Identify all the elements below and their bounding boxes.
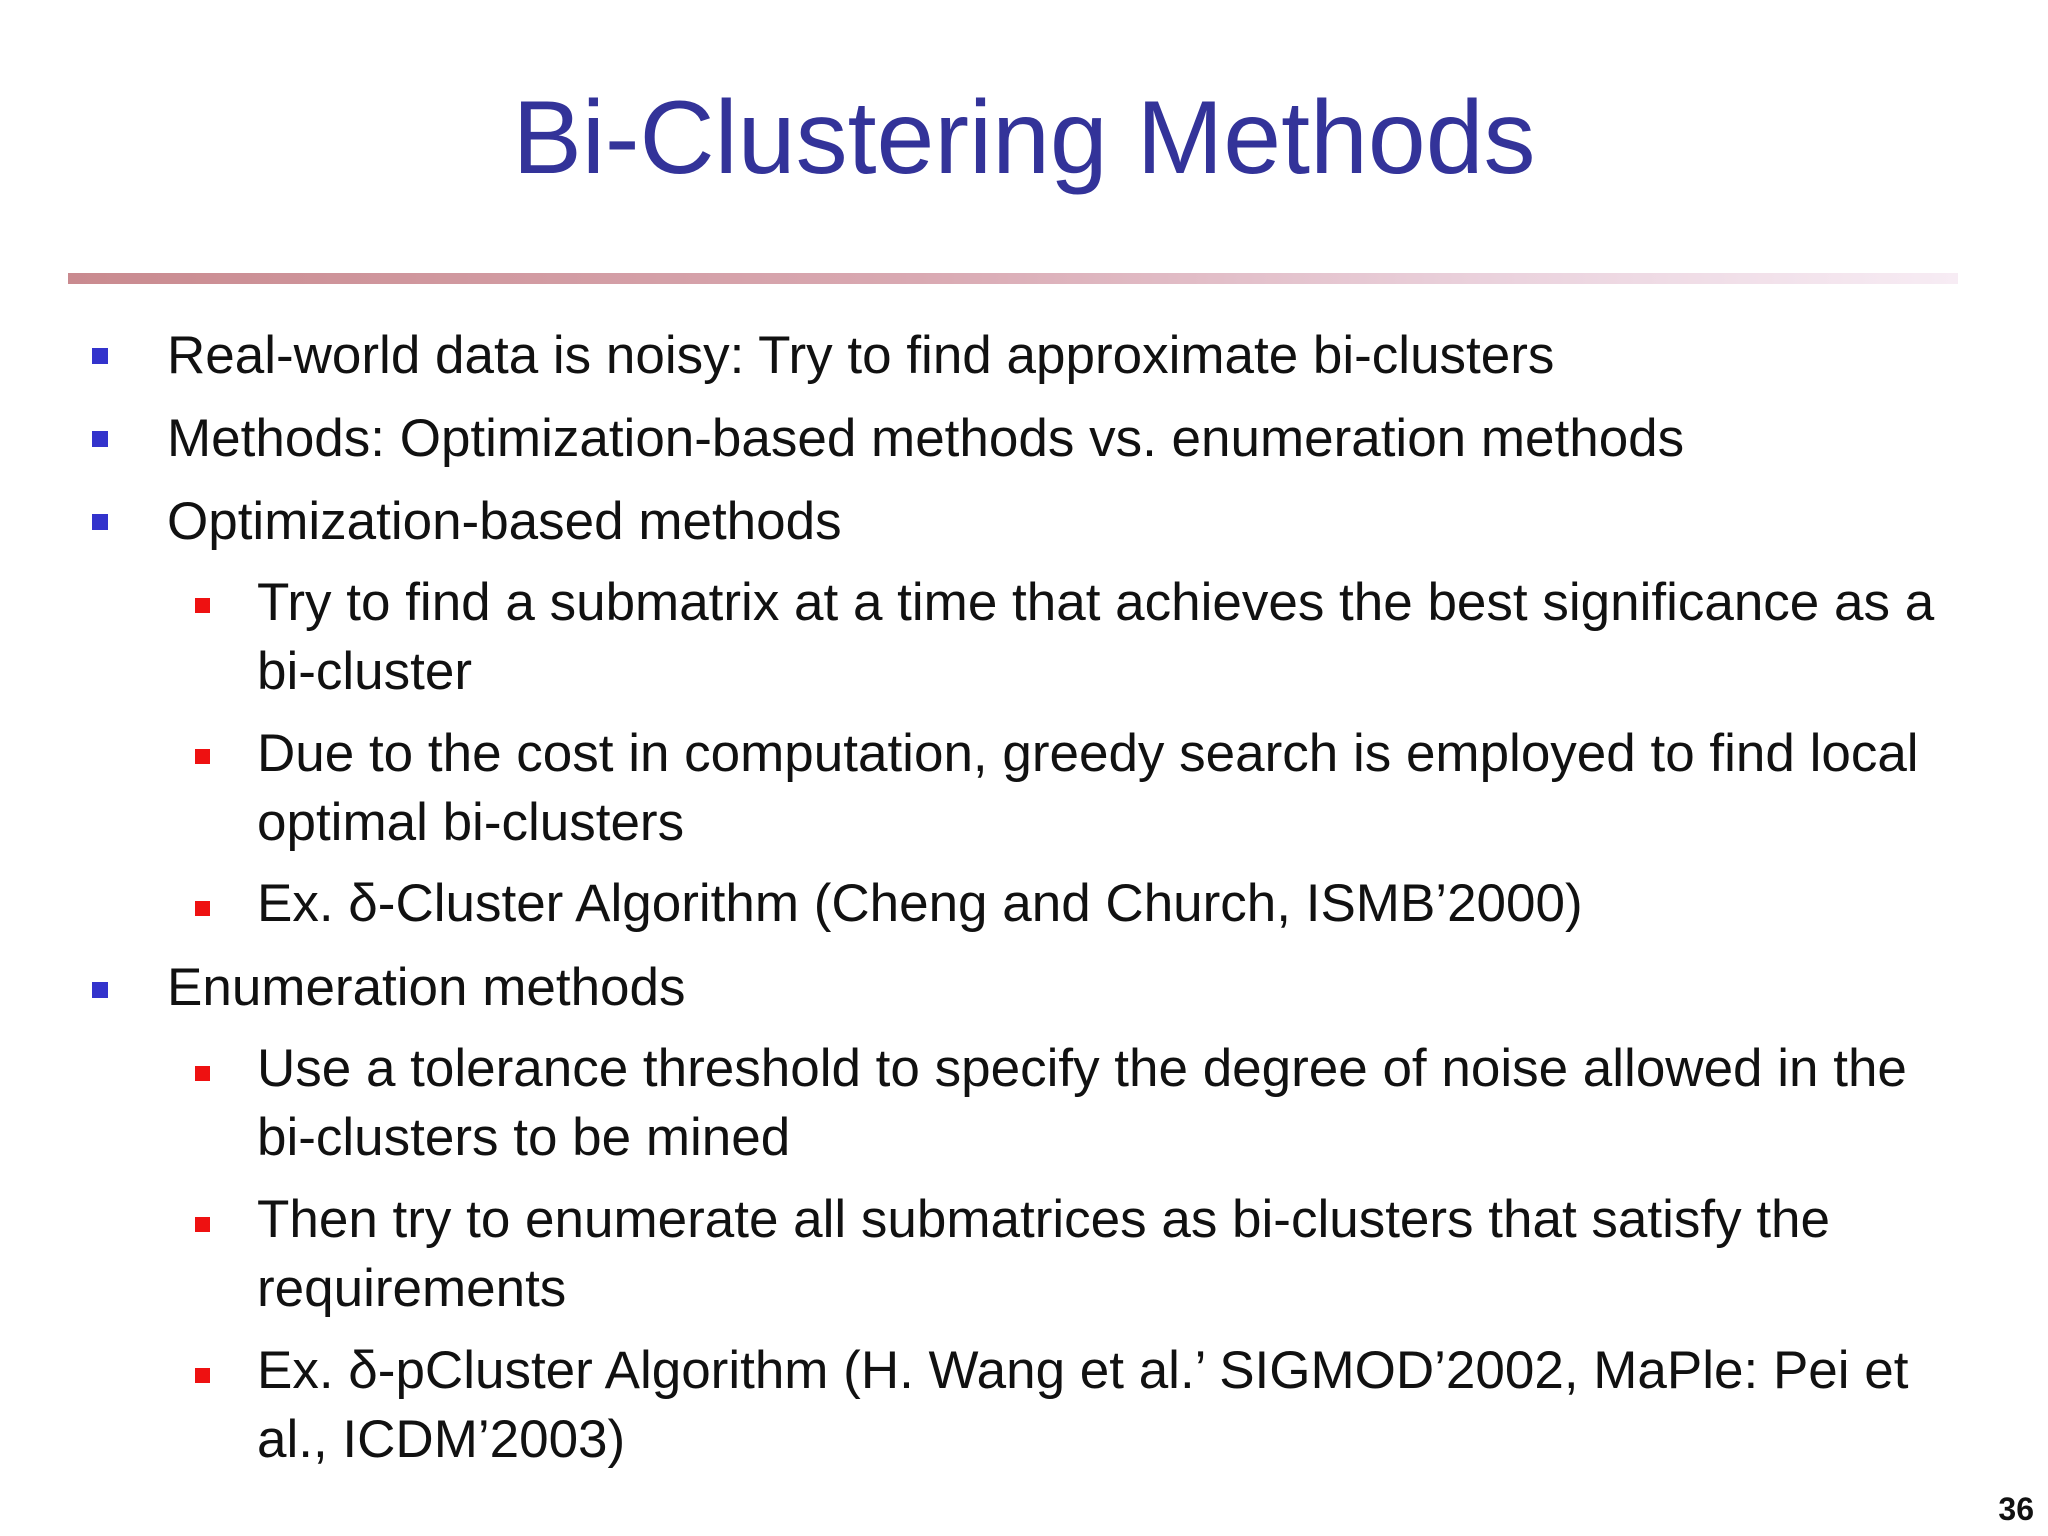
- sub-bullet-marker-icon: [195, 598, 210, 613]
- bullet-text: Real-world data is noisy: Try to find approximate bi-clusters: [167, 326, 1555, 385]
- bullet-text: Optimization-based methods: [167, 492, 842, 551]
- sub-bullet-marker-icon: [195, 749, 210, 764]
- sub-bullet-text: Ex. δ-pCluster Algorithm (H. Wang et al.’ SIGMOD’2002, MaPle: Pei et al., ICDM’2003): [257, 1341, 1909, 1469]
- slide-title: Bi-Clustering Methods: [512, 80, 1536, 196]
- bullet-text: Methods: Optimization-based methods vs. enumeration methods: [167, 409, 1685, 468]
- bullet-marker-icon: [92, 514, 108, 530]
- sub-bullet-text: Try to find a submatrix at a time that achieves the best significance as a bi-cluster: [257, 573, 1935, 701]
- bullet-text: Enumeration methods: [167, 958, 686, 1017]
- sub-bullet-text: Use a tolerance threshold to specify the degree of noise allowed in the bi-clusters to be mined: [257, 1039, 1907, 1167]
- sub-bullet-marker-icon: [195, 1066, 210, 1081]
- sub-bullet-marker-icon: [195, 1368, 210, 1383]
- bullet-marker-icon: [92, 982, 108, 998]
- sub-bullet-text: Due to the cost in computation, greedy search is employed to find local optimal bi-clusters: [257, 724, 1919, 852]
- bullet-marker-icon: [92, 431, 108, 447]
- sub-bullet-marker-icon: [195, 901, 210, 916]
- bullet-marker-icon: [92, 348, 108, 364]
- sub-bullet-text: Ex. δ-Cluster Algorithm (Cheng and Church, ISMB’2000): [257, 874, 1583, 933]
- sub-bullet-marker-icon: [195, 1217, 210, 1232]
- page-number: 36: [1998, 1491, 2034, 1527]
- sub-bullet-text: Then try to enumerate all submatrices as bi-clusters that satisfy the requirements: [257, 1190, 1830, 1318]
